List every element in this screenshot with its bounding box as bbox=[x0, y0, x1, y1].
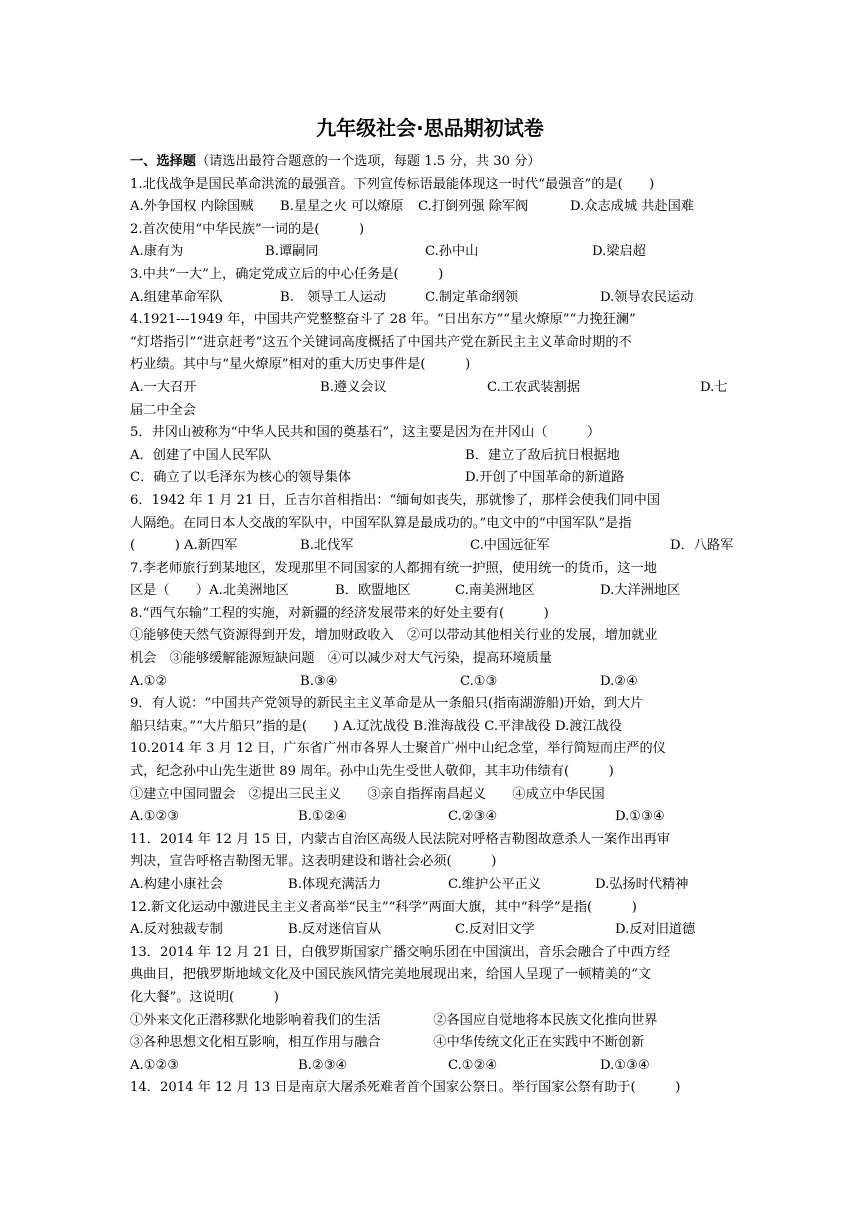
option-row bbox=[130, 445, 730, 468]
option-a: A.①②③ bbox=[130, 809, 180, 825]
option-d: D.②④ bbox=[600, 673, 638, 689]
option-d: D.领导农民运动 bbox=[600, 289, 694, 305]
section-heading-line bbox=[130, 151, 730, 174]
question-stem-line: 化大餐”。这说明( ) bbox=[130, 989, 279, 1005]
question-stem-line: 9．有人说：“中国共产党领导的新民主主义革命是从一条船只(指南湖游船)开始，到大片 bbox=[130, 696, 644, 712]
option-b: B．欧盟地区 bbox=[335, 583, 411, 599]
option-c: C．确立了以毛泽东为核心的领导集体 bbox=[130, 470, 352, 486]
option-c: C.①②④ bbox=[448, 1057, 498, 1073]
option-row bbox=[130, 874, 730, 897]
option-a: A.外争国权 内除国贼 bbox=[130, 199, 254, 215]
option-row bbox=[130, 580, 730, 603]
option-b: B.②③④ bbox=[298, 1057, 348, 1073]
question-1 bbox=[130, 174, 730, 219]
question-stem-line: 机会 ③能够缓解能源短缺问题 ④可以减少对大气污染，提高环境质量 bbox=[130, 651, 552, 667]
option-b: B.体现充满活力 bbox=[288, 877, 382, 892]
question-13 bbox=[130, 942, 730, 1078]
question-list bbox=[130, 151, 734, 1100]
question-stem-line: 3.中共“一大”上，确定党成立后的中心任务是( ) bbox=[130, 266, 444, 282]
option-c: C.中国远征军 bbox=[470, 538, 550, 554]
question-stem-line: 13．2014 年 12 月 21 日，白俄罗斯国家广播交响乐团在中国演出，音乐会融合了中西方经 bbox=[130, 944, 671, 960]
option-row bbox=[130, 467, 730, 490]
option-row bbox=[130, 671, 730, 694]
option-a: A.构建小康社会 bbox=[130, 877, 223, 892]
option-c: C.反对旧文学 bbox=[455, 922, 535, 938]
question-4 bbox=[130, 309, 730, 422]
option-d: D.反对旧道德 bbox=[615, 922, 696, 938]
question-stem-line: 船只结束。”“大片船只”指的是( ) A.辽沈战役 B.淮海战役 C.平津战役 D.渡江战役 bbox=[130, 718, 623, 734]
question-stem-line: 朽业绩。其中与“星火燎原”相对的重大历史事件是( ) bbox=[130, 357, 471, 373]
question-stem-line: ①能够使天然气资源得到开发，增加财政收入 ②可以带动其他相关行业的发展，增加就业 bbox=[130, 628, 658, 644]
option-a: A.一大召开 bbox=[130, 379, 197, 395]
option-c: C.打倒列强 除军阀 bbox=[418, 199, 529, 215]
option-row bbox=[130, 287, 730, 310]
option-b: B.反对迷信盲从 bbox=[288, 922, 382, 938]
question-stem-line: 4.1921---1949 年，中国共产党整整奋斗了 28 年。“日出东方”“星火燎原”“力挽狂澜” bbox=[130, 312, 636, 328]
page-title: 九年级社会·思品期初试卷 bbox=[316, 116, 544, 140]
question-stem-line: 12.新文化运动中激进民主主义者高举“民主”“科学”两面大旗，其中“科学”是指( ) bbox=[130, 899, 637, 915]
question-7 bbox=[130, 558, 730, 603]
option-b: B.谭嗣同 bbox=[265, 244, 319, 260]
question-stem-line: 5．井冈山被称为“中华人民共和国的奠基石”，这主要是因为在井冈山（ ） bbox=[130, 425, 601, 441]
option-b: B.北伐军 bbox=[300, 538, 354, 554]
question-stem-line: ③各种思想文化相互影响，相互作用与融合 ④中华传统文化正在实践中不断创新 bbox=[130, 1035, 645, 1051]
option-d: D.①③④ bbox=[600, 1057, 650, 1073]
question-5 bbox=[130, 422, 730, 490]
option-row bbox=[130, 535, 734, 558]
option-c: C.南美洲地区 bbox=[455, 583, 535, 599]
option-continuation: 届二中全会 bbox=[130, 402, 196, 418]
option-row bbox=[130, 1055, 730, 1078]
option-a: A.①② bbox=[130, 673, 168, 689]
question-2 bbox=[130, 219, 730, 264]
question-stem-line: 人隔绝。在同日本人交战的军队中，中国军队算是最成功的。”电文中的“中国军队”是指 bbox=[130, 515, 632, 531]
option-row bbox=[130, 196, 730, 219]
section-note: （请选出最符合题意的一个选项，每题 1.5 分，共 30 分） bbox=[195, 154, 541, 169]
option-row bbox=[130, 919, 730, 942]
question-stem-line: 判决，宣告呼格吉勒图无罪。这表明建设和谐社会必须( ) bbox=[130, 854, 497, 870]
option-d: D.大洋洲地区 bbox=[600, 583, 681, 599]
question-6 bbox=[130, 490, 734, 558]
option-b: B.③④ bbox=[300, 673, 338, 689]
option-a: A.康有为 bbox=[130, 244, 184, 260]
question-stem-line: 10.2014 年 3 月 12 日，广东省广州市各界人士聚首广州中山纪念堂，举行简短而庄严的仪 bbox=[130, 741, 666, 757]
option-d: D．八路军 bbox=[670, 538, 734, 554]
option-b: B.遵义会议 bbox=[320, 379, 387, 395]
question-stem-line: 8.“西气东输”工程的实施，对新疆的经济发展带来的好处主要有( ) bbox=[130, 605, 549, 621]
question-stem-line: 7.李老师旅行到某地区，发现那里不同国家的人都拥有统一护照，使用统一的货币，这一地 bbox=[130, 560, 657, 576]
option-a: 区是（ ）A.北美洲地区 bbox=[130, 583, 289, 599]
question-11 bbox=[130, 829, 730, 897]
option-d: D.众志成城 共赴国难 bbox=[570, 199, 694, 215]
question-9 bbox=[130, 693, 730, 738]
question-8 bbox=[130, 603, 730, 693]
option-a: A.反对独裁专制 bbox=[130, 922, 223, 938]
option-d: D.①③④ bbox=[615, 809, 665, 825]
question-stem-line: 1.北伐战争是国民革命洪流的最强音。下列宣传标语最能体现这一时代“最强音”的是( ) bbox=[130, 176, 655, 192]
question-12 bbox=[130, 897, 730, 942]
question-stem-line: 典曲目，把俄罗斯地域文化及中国民族风情完美地展现出来，给国人呈现了一顿精美的“文 bbox=[130, 967, 652, 983]
question-stem-line: “灯塔指引”“进京赶考”这五个关键词高度概括了中国共产党在新民主主义革命时期的不 bbox=[130, 334, 632, 350]
option-a: A.组建革命军队 bbox=[130, 289, 223, 305]
question-stem-line: 式，纪念孙中山先生逝世 89 周年。孙中山先生受世人敬仰，其丰功伟绩有( ) bbox=[130, 764, 614, 780]
option-c: C.制定革命纲领 bbox=[425, 289, 518, 305]
option-c: C.①③ bbox=[460, 673, 498, 689]
question-stem-line: 2.首次使用“中华民族”一词的是( ) bbox=[130, 221, 365, 237]
option-a: A．创建了中国人民军队 bbox=[130, 447, 272, 463]
section-heading: 一、选择题 bbox=[130, 154, 196, 169]
option-d: D.开创了中国革命的新道路 bbox=[465, 470, 625, 486]
option-b: B. 领导工人运动 bbox=[280, 289, 387, 305]
option-c: C.工农武装割据 bbox=[487, 379, 580, 395]
question-stem-line: 14．2014 年 12 月 13 日是南京大屠杀死难者首个国家公祭日。举行国家公祭有助于( ) bbox=[130, 1080, 681, 1096]
option-b: B.①②④ bbox=[298, 809, 348, 825]
question-3 bbox=[130, 264, 730, 309]
question-stem-line: 11．2014 年 12 月 15 日，内蒙古自治区高级人民法院对呼格吉勒图故意杀人一案作出再审 bbox=[130, 831, 671, 847]
question-14 bbox=[130, 1077, 730, 1100]
option-a: A.①②③ bbox=[130, 1057, 180, 1073]
option-d: D.梁启超 bbox=[592, 244, 646, 260]
question-stem-line: ①建立中国同盟会 ②提出三民主义 ③亲自指挥南昌起义 ④成立中华民国 bbox=[130, 786, 605, 802]
option-row bbox=[130, 241, 730, 264]
option-a: ( ) A.新四军 bbox=[130, 538, 238, 554]
option-row bbox=[130, 806, 730, 829]
option-b: B．建立了敌后抗日根据地 bbox=[465, 447, 620, 463]
option-row bbox=[130, 377, 730, 400]
option-c: C.②③④ bbox=[448, 809, 498, 825]
option-b: B.星星之火 可以燎原 bbox=[280, 199, 404, 215]
question-10 bbox=[130, 738, 730, 828]
option-c: C.维护公平正义 bbox=[448, 877, 541, 892]
option-d: D.弘扬时代精神 bbox=[595, 877, 689, 892]
question-stem-line: ①外来文化正潜移默化地影响着我们的生活 ②各国应自觉地将本民族文化推向世界 bbox=[130, 1012, 658, 1028]
option-c: C.孙中山 bbox=[425, 244, 479, 260]
question-stem-line: 6．1942 年 1 月 21 日，丘吉尔首相指出：“缅甸如丧失，那就惨了，那样会使我们同中国 bbox=[130, 492, 661, 508]
option-d: D.七 bbox=[700, 379, 728, 395]
